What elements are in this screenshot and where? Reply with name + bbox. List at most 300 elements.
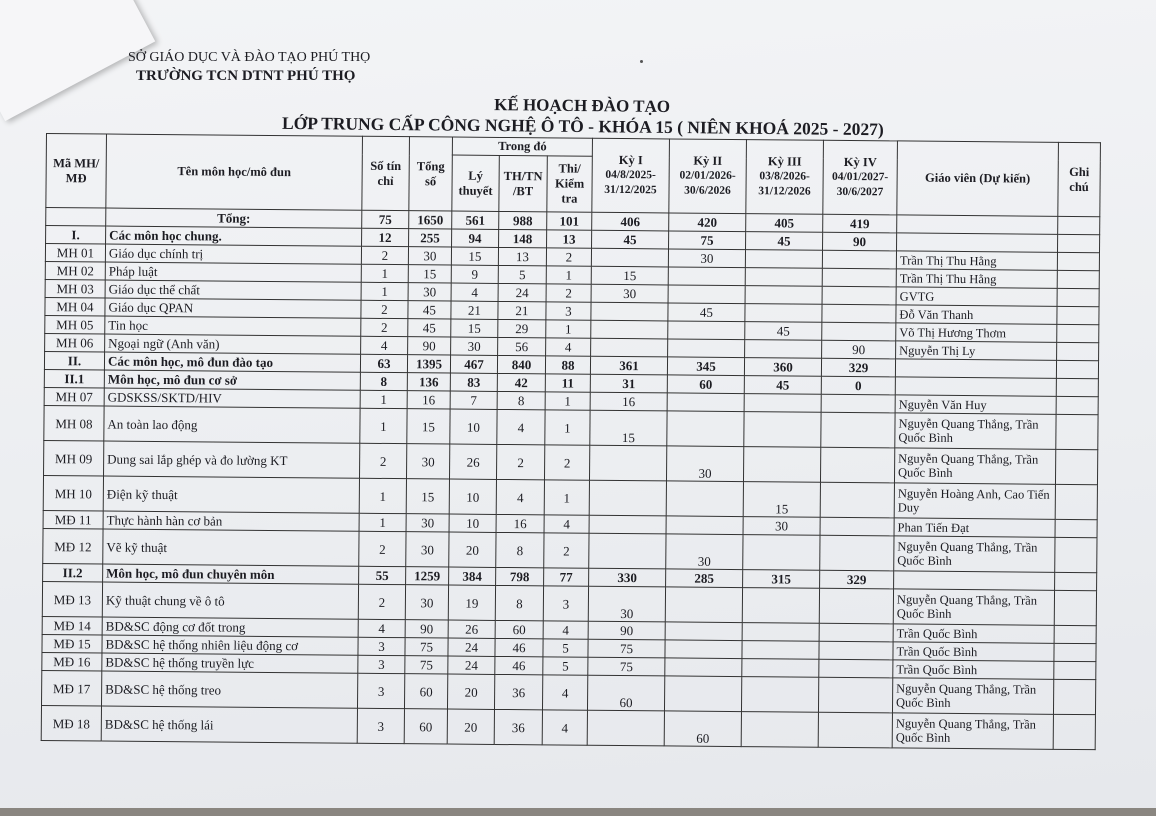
cell-practice: 36 xyxy=(494,674,542,709)
cell-practice: 4 xyxy=(496,479,544,514)
cell-note xyxy=(1053,679,1095,714)
cell-note xyxy=(1054,590,1096,625)
cell-total: 90 xyxy=(405,620,448,638)
cell-k1: 90 xyxy=(588,621,665,640)
cell-exam: 1 xyxy=(546,320,591,338)
cell-k2 xyxy=(665,640,742,659)
cell-note xyxy=(1057,324,1099,342)
training-plan-table xyxy=(41,133,1101,750)
cell-practice: 16 xyxy=(496,514,544,532)
cell-note xyxy=(1055,484,1097,519)
cell-theory: 7 xyxy=(450,391,497,409)
cell-teacher: Trần Thị Thu Hằng xyxy=(896,251,1057,270)
term-2-label: Kỳ II xyxy=(693,153,723,168)
cell-name: Pháp luật xyxy=(105,262,361,282)
cell-teacher xyxy=(897,215,1058,234)
cell-name: Dung sai lắp ghép và đo lường KT xyxy=(104,441,360,478)
cell-k2: 345 xyxy=(667,357,744,376)
cell-k3: 315 xyxy=(743,570,820,589)
cell-k1 xyxy=(589,533,666,569)
cell-code: II.1 xyxy=(44,369,104,388)
cell-k1: 30 xyxy=(591,284,668,303)
cell-total: 30 xyxy=(405,585,448,620)
cell-credits: 8 xyxy=(360,372,407,390)
cell-code: MH 03 xyxy=(45,279,105,298)
cell-k1: 45 xyxy=(592,230,669,249)
cell-practice: 840 xyxy=(497,355,545,373)
cell-k3: 30 xyxy=(743,517,820,536)
cell-name: BD&SC hệ thống truyền lực xyxy=(102,653,358,673)
cell-k1: 30 xyxy=(588,586,665,622)
cell-theory: 24 xyxy=(448,638,495,656)
cell-k4: 419 xyxy=(823,214,897,233)
cell-k1 xyxy=(589,515,666,534)
cell-theory: 15 xyxy=(451,247,498,265)
cell-teacher xyxy=(894,571,1055,590)
cell-name: Các môn học chung. xyxy=(106,226,362,246)
cell-k3 xyxy=(744,394,821,413)
cell-exam: 4 xyxy=(542,675,587,710)
cell-k1 xyxy=(589,445,666,481)
cell-theory: 20 xyxy=(447,674,494,709)
cell-credits: 2 xyxy=(361,318,408,336)
cell-total: 1650 xyxy=(409,211,452,229)
cell-code: MĐ 14 xyxy=(42,616,102,635)
cell-code: II. xyxy=(44,351,104,370)
cell-k3 xyxy=(742,641,819,660)
cell-k1: 361 xyxy=(590,356,667,375)
cell-code: MĐ 18 xyxy=(41,705,101,741)
cell-credits: 3 xyxy=(357,708,404,743)
cell-exam: 11 xyxy=(545,374,590,392)
cell-k2 xyxy=(667,393,744,412)
cell-exam: 1 xyxy=(545,410,590,445)
cell-theory: 20 xyxy=(447,709,494,744)
cell-k2 xyxy=(667,411,744,447)
cell-code: MĐ 12 xyxy=(43,528,103,564)
cell-k1: 15 xyxy=(591,266,668,285)
cell-note xyxy=(1056,378,1098,396)
term-3-dates: 03/8/2026- 31/12/2026 xyxy=(758,170,811,198)
cell-k4 xyxy=(820,535,894,571)
cell-credits: 1 xyxy=(360,408,407,443)
cell-total: 255 xyxy=(409,229,452,247)
cell-k2: 30 xyxy=(666,534,743,570)
cell-k2 xyxy=(666,516,743,535)
cell-credits: 2 xyxy=(358,584,405,619)
cell-k1 xyxy=(591,320,668,339)
cell-teacher: Trần Quốc Bình xyxy=(893,660,1054,679)
cell-name: Môn học, mô đun cơ sở xyxy=(104,370,360,390)
cell-k2 xyxy=(668,285,745,304)
cell-total: 30 xyxy=(408,247,451,265)
cell-total: 30 xyxy=(408,283,451,301)
cell-exam: 101 xyxy=(547,212,592,230)
cell-teacher: Nguyễn Quang Thắng, Trần Quốc Bình xyxy=(893,589,1054,625)
cell-code: MH 06 xyxy=(45,333,105,352)
cell-k4 xyxy=(819,641,893,660)
cell-k2 xyxy=(665,587,742,623)
cell-name: Giáo dục chính trị xyxy=(105,244,361,264)
cell-k1: 406 xyxy=(592,212,669,231)
cell-theory: 20 xyxy=(449,532,496,567)
cell-practice: 21 xyxy=(498,301,546,319)
cell-exam: 5 xyxy=(543,639,588,657)
cell-practice: 46 xyxy=(495,638,543,656)
cell-k4: 0 xyxy=(821,376,895,395)
cell-practice: 798 xyxy=(496,567,544,585)
term-4-label: Kỳ IV xyxy=(843,154,877,170)
cell-k2: 60 xyxy=(664,711,741,747)
cell-practice: 988 xyxy=(499,211,547,229)
cell-name: Ngoại ngữ (Anh văn) xyxy=(105,334,361,354)
cell-practice: 36 xyxy=(494,709,542,744)
cell-teacher: Nguyễn Hoàng Anh, Cao Tiến Duy xyxy=(894,483,1055,519)
cell-k4 xyxy=(819,659,893,678)
cell-k4: 329 xyxy=(821,358,895,377)
header-theory: Lý thuyết xyxy=(452,155,499,211)
header-total: Tổng số xyxy=(409,137,453,211)
cell-teacher xyxy=(895,359,1056,378)
cell-credits: 75 xyxy=(362,210,409,228)
cell-exam: 4 xyxy=(544,515,589,533)
term-1-label: Kỳ I xyxy=(618,152,643,168)
cell-k1: 31 xyxy=(590,374,667,393)
cell-practice: 8 xyxy=(495,585,543,620)
cell-k3 xyxy=(742,623,819,642)
cell-note xyxy=(1055,537,1097,572)
table-body xyxy=(41,208,1100,750)
cell-name: Các môn học, mô đun đào tạo xyxy=(104,352,360,372)
cell-name: Tổng: xyxy=(106,208,362,228)
cell-name: BD&SC hệ thống lái xyxy=(101,706,357,743)
cell-total: 60 xyxy=(404,709,447,744)
cell-note xyxy=(1055,519,1097,537)
cell-theory: 384 xyxy=(449,567,496,585)
cell-note xyxy=(1054,661,1096,679)
cell-exam: 1 xyxy=(544,480,589,515)
cell-total: 90 xyxy=(408,337,451,355)
cell-code: MĐ 11 xyxy=(43,510,103,529)
cell-code xyxy=(46,208,106,227)
header-practice: TH/TN /BT xyxy=(499,155,547,211)
cell-theory: 19 xyxy=(448,585,495,620)
cell-total: 60 xyxy=(404,674,447,709)
cell-k2: 30 xyxy=(668,249,745,268)
cell-k1: 330 xyxy=(589,568,666,587)
cell-teacher: Nguyễn Văn Huy xyxy=(895,395,1056,414)
cell-k3 xyxy=(744,412,821,448)
cell-code: MH 07 xyxy=(44,387,104,406)
cell-credits: 3 xyxy=(357,673,404,708)
cell-exam: 77 xyxy=(544,568,589,586)
cell-theory: 467 xyxy=(450,355,497,373)
cell-credits: 1 xyxy=(361,264,408,282)
header-note: Ghi chú xyxy=(1058,142,1101,216)
cell-practice: 24 xyxy=(498,283,546,301)
cell-exam: 88 xyxy=(545,356,590,374)
cell-teacher: Nguyễn Thị Ly xyxy=(896,341,1057,360)
cell-theory: 94 xyxy=(452,229,499,247)
cell-k1 xyxy=(587,710,664,746)
cell-total: 30 xyxy=(406,514,449,532)
cell-k1: 75 xyxy=(588,657,665,676)
cell-k2 xyxy=(665,622,742,641)
cell-k3 xyxy=(745,250,822,269)
cell-theory: 10 xyxy=(449,514,496,532)
cell-k1 xyxy=(591,338,668,357)
cell-name: GDSKSS/SKTD/HIV xyxy=(104,388,360,408)
cell-exam: 2 xyxy=(546,284,591,302)
term-2-dates: 02/01/2026- 30/6/2026 xyxy=(679,169,736,197)
cell-name: An toàn lao động xyxy=(104,406,360,443)
cell-k4 xyxy=(819,588,893,624)
cell-k4 xyxy=(822,250,896,269)
cell-k4 xyxy=(820,447,894,483)
cell-note xyxy=(1054,625,1096,643)
cell-total: 30 xyxy=(406,532,449,567)
cell-k3: 405 xyxy=(746,214,823,233)
cell-name: Kỹ thuật chung về ô tô xyxy=(102,582,358,619)
cell-credits: 1 xyxy=(359,478,406,513)
cell-k3 xyxy=(743,535,820,571)
header-term-2 xyxy=(669,139,747,214)
cell-total: 1259 xyxy=(406,567,449,585)
cell-name: Thực hành hàn cơ bản xyxy=(103,511,359,531)
cell-exam: 2 xyxy=(546,248,591,266)
cell-teacher: Nguyễn Quang Thắng, Trần Quốc Bình xyxy=(892,678,1053,714)
cell-practice: 56 xyxy=(498,337,546,355)
cell-practice: 2 xyxy=(496,444,544,479)
cell-note xyxy=(1057,342,1099,360)
cell-code: I. xyxy=(46,226,106,245)
cell-theory: 26 xyxy=(448,620,495,638)
header-term-4 xyxy=(823,140,898,215)
cell-total: 16 xyxy=(407,391,450,409)
cell-k1: 75 xyxy=(588,639,665,658)
cell-exam: 3 xyxy=(546,302,591,320)
cell-code: MH 02 xyxy=(45,261,105,280)
term-3-label: Kỳ III xyxy=(767,154,802,169)
cell-k3 xyxy=(745,268,822,287)
cell-credits: 63 xyxy=(360,354,407,372)
cell-k2: 45 xyxy=(668,303,745,322)
cell-theory: 26 xyxy=(449,444,496,479)
cell-credits: 1 xyxy=(359,513,406,531)
cell-note xyxy=(1058,216,1100,234)
cell-exam: 1 xyxy=(545,392,590,410)
cell-total: 15 xyxy=(406,479,449,514)
cell-exam: 2 xyxy=(544,445,589,480)
cell-theory: 9 xyxy=(451,265,498,283)
cell-name: Tin học xyxy=(105,316,361,336)
cell-k4 xyxy=(822,286,896,305)
title-line-2: LỚP TRUNG CẤP CÔNG NGHỆ Ô TÔ - KHÓA 15 ( NIÊN KHOÁ 2025 - 2027) xyxy=(281,112,884,140)
cell-theory: 4 xyxy=(451,283,498,301)
cell-name: BD&SC hệ thống treo xyxy=(102,671,358,708)
cell-note xyxy=(1053,714,1095,749)
cell-teacher: Nguyễn Quang Thắng, Trần Quốc Bình xyxy=(894,448,1055,484)
cell-k2: 420 xyxy=(669,213,746,232)
cell-name: BD&SC động cơ đốt trong xyxy=(102,617,358,637)
cell-k3 xyxy=(741,677,818,713)
cell-teacher: Trần Thị Thu Hằng xyxy=(896,269,1057,288)
cell-theory: 10 xyxy=(450,409,497,444)
cell-practice: 29 xyxy=(498,319,546,337)
cell-k3 xyxy=(745,304,822,323)
cell-practice: 13 xyxy=(498,247,546,265)
cell-name: Giáo dục QPAN xyxy=(105,298,361,318)
cell-k1: 16 xyxy=(590,392,667,411)
cell-theory: 83 xyxy=(450,373,497,391)
header-exam: Thi/ Kiểm tra xyxy=(547,156,592,212)
cell-code: MH 09 xyxy=(44,440,104,476)
cell-k1 xyxy=(589,480,666,516)
cell-code: MH 05 xyxy=(45,315,105,334)
cell-k2 xyxy=(664,676,741,712)
cell-total: 45 xyxy=(408,319,451,337)
cell-teacher xyxy=(897,233,1058,252)
cell-theory: 15 xyxy=(451,319,498,337)
cell-k2 xyxy=(668,321,745,340)
cell-total: 1395 xyxy=(407,355,450,373)
cell-credits: 3 xyxy=(358,637,405,655)
cell-practice: 46 xyxy=(495,656,543,674)
cell-k2 xyxy=(666,481,743,517)
cell-code: MH 04 xyxy=(45,297,105,316)
cell-practice: 148 xyxy=(499,229,547,247)
cell-total: 45 xyxy=(408,301,451,319)
title-line-1: KẾ HOẠCH ĐÀO TẠO xyxy=(494,95,671,116)
cell-teacher xyxy=(895,377,1056,396)
cell-k4 xyxy=(818,712,892,748)
cell-practice: 8 xyxy=(496,532,544,567)
cell-k1 xyxy=(591,248,668,267)
cell-name: Điện kỹ thuật xyxy=(103,476,359,513)
cell-code: MH 01 xyxy=(45,244,105,263)
cell-total: 75 xyxy=(405,656,448,674)
cell-exam: 4 xyxy=(542,710,587,745)
cell-k2: 285 xyxy=(666,569,743,588)
header-within: Trong đó xyxy=(452,137,592,156)
cell-exam: 5 xyxy=(543,657,588,675)
cell-note xyxy=(1056,414,1098,449)
cell-k4 xyxy=(821,394,895,413)
cell-k1: 15 xyxy=(590,410,667,446)
cell-credits: 55 xyxy=(359,566,406,584)
cell-exam: 1 xyxy=(546,266,591,284)
cell-k4 xyxy=(820,517,894,536)
header-teacher: Giáo viên (Dự kiến) xyxy=(897,141,1059,216)
cell-k4 xyxy=(819,623,893,642)
cell-code: MĐ 13 xyxy=(42,581,102,617)
cell-credits: 1 xyxy=(360,390,407,408)
cell-credits: 1 xyxy=(361,282,408,300)
cell-practice: 60 xyxy=(495,620,543,638)
cell-credits: 2 xyxy=(361,246,408,264)
cell-teacher: Nguyễn Quang Thắng, Trần Quốc Bình xyxy=(894,536,1055,572)
cell-code: MĐ 17 xyxy=(42,670,102,706)
cell-practice: 4 xyxy=(497,409,545,444)
cell-note xyxy=(1056,360,1098,378)
cell-practice: 42 xyxy=(497,373,545,391)
cell-theory: 30 xyxy=(451,337,498,355)
cell-teacher: Đỗ Văn Thanh xyxy=(896,305,1057,324)
cell-k4 xyxy=(822,304,896,323)
cell-teacher: Phan Tiến Đạt xyxy=(894,518,1055,537)
cell-k3: 45 xyxy=(745,322,822,341)
cell-note xyxy=(1055,572,1097,590)
department-name: SỞ GIÁO DỤC VÀ ĐÀO TẠO PHÚ THỌ xyxy=(128,50,371,65)
cell-name: Vẽ kỹ thuật xyxy=(103,529,359,566)
cell-note xyxy=(1057,234,1099,252)
issuer-header xyxy=(128,50,370,85)
cell-k3: 45 xyxy=(746,232,823,251)
cell-total: 75 xyxy=(405,638,448,656)
cell-credits: 2 xyxy=(359,443,406,478)
cell-total: 30 xyxy=(406,444,449,479)
header-name: Tên môn học/mô đun xyxy=(106,134,363,210)
cell-name: Môn học, mô đun chuyên môn xyxy=(103,564,359,584)
cell-teacher: Nguyễn Quang Thắng, Trần Quốc Bình xyxy=(895,413,1056,449)
cell-total: 136 xyxy=(407,373,450,391)
cell-k1 xyxy=(591,302,668,321)
cell-note xyxy=(1057,288,1099,306)
cell-credits: 2 xyxy=(361,300,408,318)
cell-name: BD&SC hệ thống nhiên liệu động cơ xyxy=(102,635,358,655)
cell-k3: 360 xyxy=(744,358,821,377)
cell-code: MH 10 xyxy=(43,475,103,511)
cell-exam: 2 xyxy=(544,533,589,568)
cell-credits: 2 xyxy=(359,531,406,566)
header-code: Mã MH/ MĐ xyxy=(46,134,107,209)
cell-credits: 4 xyxy=(361,336,408,354)
school-name: TRƯỜNG TCN DTNT PHÚ THỌ xyxy=(136,68,356,84)
cell-k3 xyxy=(745,340,822,359)
header-term-3 xyxy=(746,140,824,215)
cell-total: 15 xyxy=(407,409,450,444)
cell-k4: 329 xyxy=(820,570,894,589)
cell-code: MH 08 xyxy=(44,405,104,441)
cell-note xyxy=(1057,270,1099,288)
cell-teacher: Nguyễn Quang Thắng, Trần Quốc Bình xyxy=(892,713,1053,749)
cell-practice: 8 xyxy=(497,391,545,409)
cell-practice: 5 xyxy=(498,265,546,283)
cell-teacher: Trần Quốc Bình xyxy=(893,624,1054,643)
cell-exam: 4 xyxy=(546,338,591,356)
cell-k4 xyxy=(820,482,894,518)
cell-teacher: Võ Thị Hương Thơm xyxy=(896,323,1057,342)
cell-note xyxy=(1056,396,1098,414)
cell-k2 xyxy=(665,658,742,677)
cell-k3 xyxy=(743,447,820,483)
cell-theory: 24 xyxy=(448,656,495,674)
cell-k4 xyxy=(822,322,896,341)
cell-total: 15 xyxy=(408,265,451,283)
header-term-1 xyxy=(592,138,670,213)
cell-k3 xyxy=(742,588,819,624)
cell-note xyxy=(1057,252,1099,270)
cell-k4 xyxy=(818,677,892,713)
cell-k3: 45 xyxy=(744,376,821,395)
header-credits: Số tín chỉ xyxy=(362,136,410,210)
cell-credits: 12 xyxy=(362,228,409,246)
cell-k2: 75 xyxy=(669,231,746,250)
cell-theory: 10 xyxy=(449,479,496,514)
cell-exam: 4 xyxy=(543,621,588,639)
cell-k3 xyxy=(745,286,822,305)
cell-note xyxy=(1057,306,1099,324)
